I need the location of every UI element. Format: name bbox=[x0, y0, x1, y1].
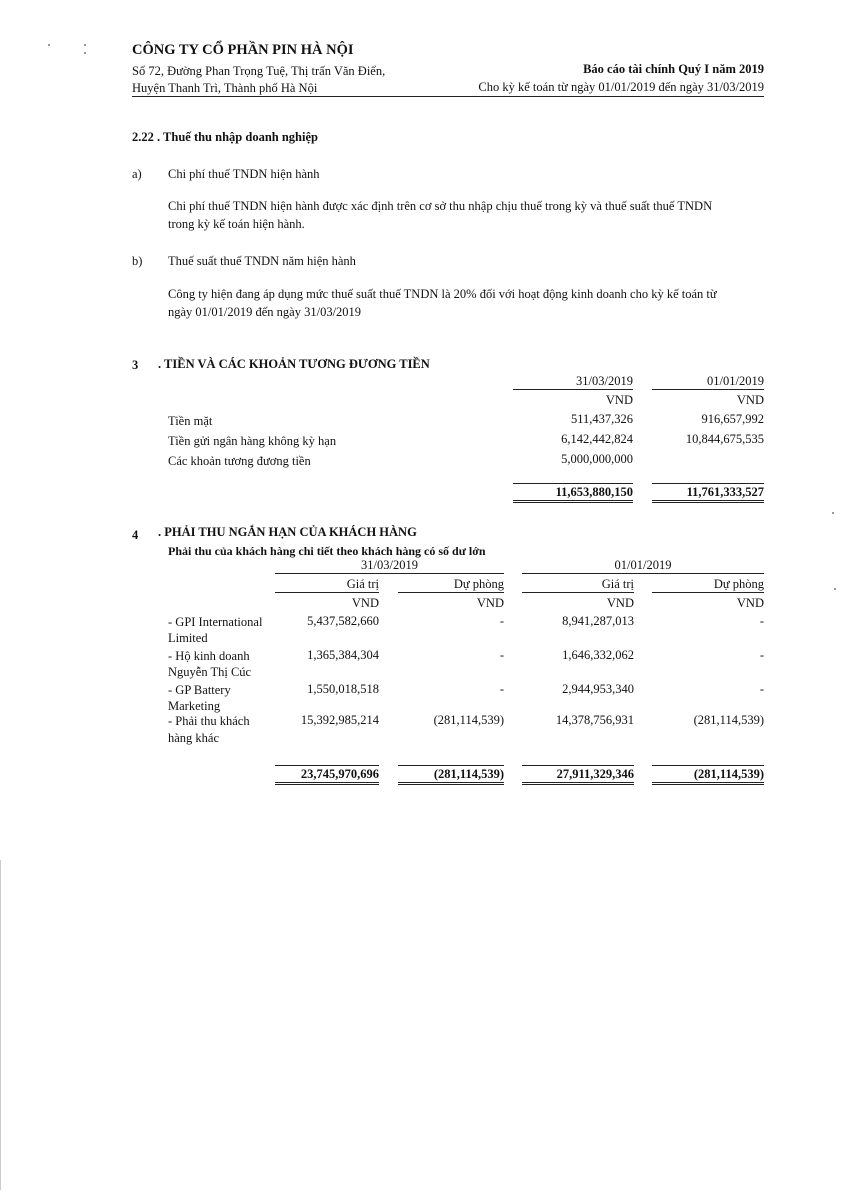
row-label: Tiền gửi ngân hàng không kỳ hạn bbox=[168, 434, 337, 448]
row-value: - bbox=[499, 682, 504, 696]
row-label: Tiền mặt bbox=[168, 414, 213, 428]
column-unit: VND bbox=[736, 596, 764, 610]
column-unit: VND bbox=[605, 393, 633, 407]
section-title: . PHẢI THU NGẮN HẠN CỦA KHÁCH HÀNG bbox=[158, 525, 417, 539]
total-value: 27,911,329,346 bbox=[522, 767, 634, 785]
row-value: - bbox=[759, 614, 764, 628]
scan-speck bbox=[834, 588, 836, 590]
row-label: Nguyễn Thị Cúc bbox=[168, 665, 252, 679]
row-label: Limited bbox=[168, 631, 208, 645]
column-header: Dự phòng bbox=[398, 577, 504, 593]
scan-speck bbox=[832, 512, 834, 514]
row-label: Marketing bbox=[168, 699, 221, 713]
row-label: - GP Battery bbox=[168, 683, 231, 697]
row-value: 1,365,384,304 bbox=[307, 648, 379, 662]
paragraph-line: Chi phí thuế TNDN hiện hành được xác định trên cơ sở thu nhập chịu thuế trong kỳ và thuế suất thuế TNDN bbox=[168, 199, 713, 213]
row-value: - bbox=[759, 682, 764, 696]
scan-speck bbox=[48, 44, 50, 46]
paragraph-line: ngày 01/01/2019 đến ngày 31/03/2019 bbox=[168, 305, 362, 319]
report-period: Cho kỳ kế toán từ ngày 01/01/2019 đến ngày 31/03/2019 bbox=[478, 80, 764, 94]
scan-edge-line bbox=[0, 860, 1, 1190]
column-header: Giá trị bbox=[522, 577, 634, 593]
column-unit: VND bbox=[606, 596, 634, 610]
company-address-line1: Số 72, Đường Phan Trọng Tuệ, Thị trấn Văn Điển, bbox=[132, 64, 386, 78]
total-value: 11,761,333,527 bbox=[652, 485, 764, 503]
section-title: . TIỀN VÀ CÁC KHOẢN TƯƠNG ĐƯƠNG TIỀN bbox=[158, 357, 430, 371]
total-value: (281,114,539) bbox=[652, 767, 764, 785]
row-value: 15,392,985,214 bbox=[300, 713, 379, 727]
row-label: - GPI International bbox=[168, 615, 263, 629]
row-label: - Phải thu khách bbox=[168, 714, 250, 728]
row-value: 1,646,332,062 bbox=[562, 648, 634, 662]
section-title: 2.22 . Thuế thu nhập doanh nghiệp bbox=[132, 130, 318, 144]
section-subtitle: Phải thu của khách hàng chi tiết theo khách hàng có số dư lớn bbox=[168, 544, 486, 558]
total-rule bbox=[652, 483, 764, 484]
row-value: - bbox=[759, 648, 764, 662]
row-value: (281,114,539) bbox=[693, 713, 764, 727]
row-label: Các khoản tương đương tiền bbox=[168, 454, 311, 468]
row-value: 8,941,287,013 bbox=[562, 614, 634, 628]
row-value: (281,114,539) bbox=[433, 713, 504, 727]
row-value: 916,657,992 bbox=[701, 412, 764, 426]
column-date: 31/03/2019 bbox=[513, 374, 633, 390]
row-value: 511,437,326 bbox=[570, 412, 633, 426]
report-title: Báo cáo tài chính Quý I năm 2019 bbox=[583, 62, 764, 76]
item-heading: Thuế suất thuế TNDN năm hiện hành bbox=[168, 254, 356, 268]
scan-speck bbox=[84, 44, 86, 46]
row-label: - Hộ kinh doanh bbox=[168, 649, 250, 663]
row-value: - bbox=[499, 648, 504, 662]
column-unit: VND bbox=[351, 596, 379, 610]
total-rule bbox=[398, 765, 504, 766]
paragraph-line: trong kỳ kế toán hiện hành. bbox=[168, 217, 305, 231]
total-rule bbox=[652, 765, 764, 766]
column-header: Dự phòng bbox=[652, 577, 764, 593]
row-value: 10,844,675,535 bbox=[685, 432, 764, 446]
item-heading: Chi phí thuế TNDN hiện hành bbox=[168, 167, 320, 181]
column-unit: VND bbox=[736, 393, 764, 407]
total-value: 23,745,970,696 bbox=[275, 767, 379, 785]
total-value: (281,114,539) bbox=[398, 767, 504, 785]
total-value: 11,653,880,150 bbox=[513, 485, 633, 503]
row-value: - bbox=[499, 614, 504, 628]
row-label: hàng khác bbox=[168, 731, 220, 745]
paragraph-line: Công ty hiện đang áp dụng mức thuế suất thuế TNDN là 20% đối với hoạt động kinh doanh cho kỳ kế toán từ bbox=[168, 287, 717, 301]
company-name: CÔNG TY CỔ PHẦN PIN HÀ NỘI bbox=[132, 42, 354, 58]
group-date: 31/03/2019 bbox=[275, 558, 504, 574]
row-value: 1,550,018,518 bbox=[307, 682, 379, 696]
row-value: 5,437,582,660 bbox=[307, 614, 379, 628]
total-rule bbox=[522, 765, 634, 766]
item-marker: b) bbox=[132, 254, 143, 268]
row-value: 6,142,442,824 bbox=[561, 432, 633, 446]
column-header: Giá trị bbox=[275, 577, 379, 593]
scan-speck bbox=[84, 52, 86, 54]
item-marker: a) bbox=[132, 167, 142, 181]
row-value: 14,378,756,931 bbox=[555, 713, 634, 727]
total-rule bbox=[513, 483, 633, 484]
company-address-line2: Huyện Thanh Trì, Thành phố Hà Nội bbox=[132, 81, 369, 97]
row-value: 5,000,000,000 bbox=[561, 452, 633, 466]
column-date: 01/01/2019 bbox=[652, 374, 764, 390]
section-number: 3 bbox=[132, 358, 139, 372]
total-rule bbox=[275, 765, 379, 766]
section-number: 4 bbox=[132, 528, 139, 542]
group-date: 01/01/2019 bbox=[522, 558, 764, 574]
column-unit: VND bbox=[476, 596, 504, 610]
row-value: 2,944,953,340 bbox=[562, 682, 634, 696]
